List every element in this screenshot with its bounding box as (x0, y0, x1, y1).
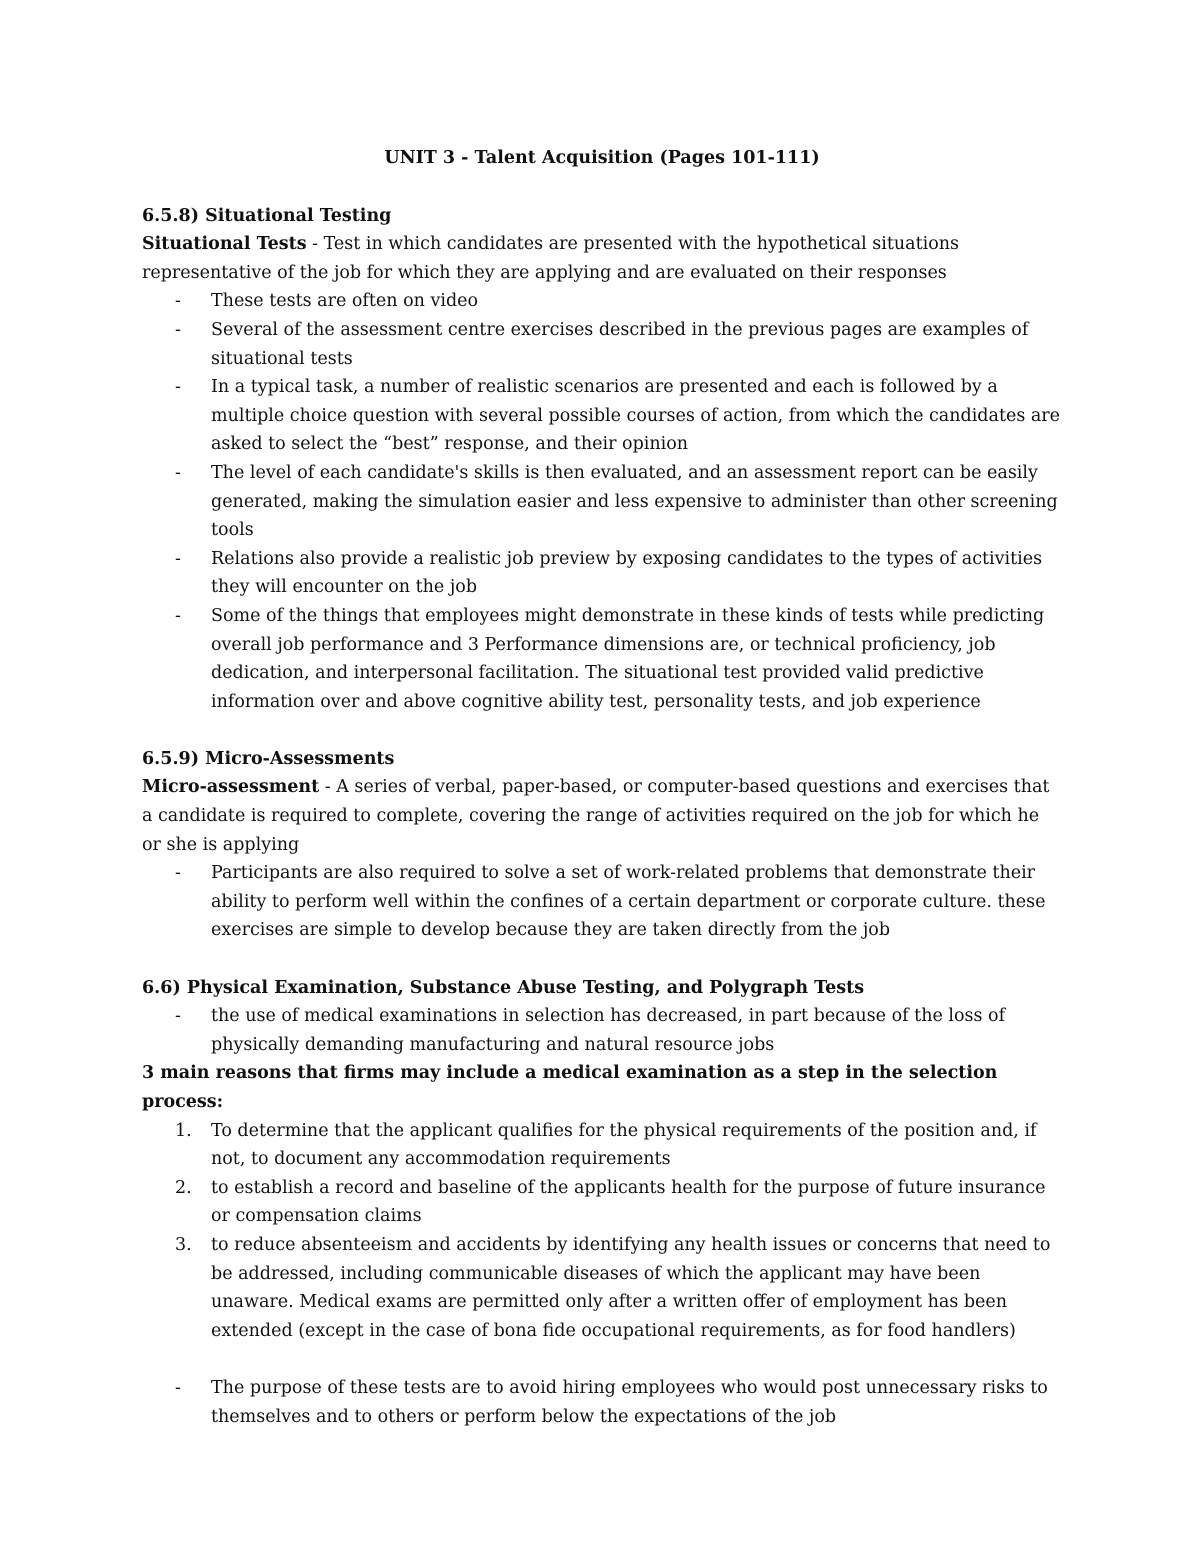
bullet-marker: - (175, 377, 181, 398)
list-item (142, 373, 1062, 459)
bullet-marker: - (175, 291, 181, 312)
list-item (142, 316, 1062, 373)
number-marker: 2. (175, 1177, 192, 1198)
bullet-marker: - (175, 462, 181, 483)
list-item-text: In a typical task, a number of realistic scenarios are presented and each is followed by a multiple choice question with several possible courses of action, from which the candidates are asked to select the “best” response, and their opinion (211, 377, 1061, 455)
list-item-text: Several of the assessment centre exercises described in the previous pages are examples of situational tests (211, 319, 1029, 369)
list-item-text: the use of medical examinations in selection has decreased, in part because of the loss of physically demanding manufacturing and natural resource jobs (211, 1006, 1006, 1055)
spacer (142, 945, 1062, 974)
section-micro-assessments (142, 745, 1062, 945)
list-item (142, 459, 1062, 545)
definition-term: Situational Tests (142, 234, 307, 255)
definition-term: Micro-assessment (142, 777, 320, 798)
section-heading: 6.6) Physical Examination, Substance Abuse Testing, and Polygraph Tests (142, 977, 865, 998)
list-item-text: The level of each candidate's skills is then evaluated, and an assessment report can be easily generated, making the simulation easier and less expensive to administer than other screening tools (211, 462, 1058, 541)
document-page (142, 144, 1062, 1431)
numbered-item-text: to establish a record and baseline of the applicants health for the purpose of future insurance or compensation claims (211, 1177, 1046, 1227)
section-heading: 6.5.8) Situational Testing (142, 205, 392, 226)
section-physical-examination (142, 974, 1062, 1432)
bullet-list (142, 1002, 1062, 1059)
list-item-text: The purpose of these tests are to avoid hiring employees who would post unnecessary risks to themselves and to others or perform below the expectations of the job (211, 1377, 1048, 1427)
numbered-list (142, 1117, 1062, 1346)
numbered-item (142, 1117, 1062, 1174)
bullet-marker: - (175, 548, 181, 569)
bullet-list (142, 287, 1062, 716)
list-item (142, 1374, 1062, 1431)
number-marker: 1. (175, 1120, 192, 1141)
list-item (142, 602, 1062, 716)
numbered-item-text: To determine that the applicant qualifies for the physical requirements of the position and, if not, to document any accommodation requirements (211, 1120, 1037, 1170)
definition-text: - A series of verbal, paper-based, or computer-based questions and exercises that a candidate is required to complete, covering the range of activities required on the job for which he or she is applying (142, 777, 1050, 855)
bullet-marker: - (175, 1377, 181, 1398)
list-item (142, 545, 1062, 602)
definition-paragraph (142, 773, 1062, 859)
numbered-item-text: to reduce absenteeism and accidents by identifying any health issues or concerns that need to be addressed, including communicable diseases of which the applicant may have been unaware. Medical exams are permitted only after a written offer of employment has been extended (except in the case of bona fide occupational requirements, as for food handlers) (211, 1234, 1051, 1341)
list-item-text: Some of the things that employees might demonstrate in these kinds of tests while predicting overall job performance and 3 Performance dimensions are, or technical proficiency, job dedication, and interpersonal facilitation. The situational test provided valid predictive information over and above cognitive ability test, personality tests, and job experience (211, 605, 1045, 712)
list-item-text: Relations also provide a realistic job preview by exposing candidates to the types of activities they will encounter on the job (211, 548, 1043, 598)
list-item (142, 859, 1062, 945)
spacer (142, 716, 1062, 745)
list-item (142, 1002, 1062, 1059)
bullet-list (142, 859, 1062, 945)
bullet-marker: - (175, 1006, 181, 1027)
definition-text: - Test in which candidates are presented with the hypothetical situations representative of the job for which they are applying and are evaluated on their responses (142, 234, 960, 283)
subheading: 3 main reasons that firms may include a medical examination as a step in the selection process: (142, 1063, 998, 1112)
bullet-marker: - (175, 319, 181, 340)
section-situational-testing (142, 202, 1062, 717)
bullet-marker: - (175, 605, 181, 626)
number-marker: 3. (175, 1234, 192, 1255)
definition-paragraph (142, 230, 1062, 287)
list-item (142, 287, 1062, 316)
list-item-text: These tests are often on video (211, 291, 479, 312)
spacer (142, 1345, 1062, 1374)
list-item-text: Participants are also required to solve a set of work-related problems that demonstrate their ability to perform well within the confines of a certain department or corporate culture. these exercises are simple to develop because they are taken directly from the job (211, 863, 1046, 941)
bullet-list (142, 1374, 1062, 1431)
section-heading: 6.5.9) Micro-Assessments (142, 748, 395, 769)
numbered-item (142, 1231, 1062, 1345)
document-title: UNIT 3 - Talent Acquisition (Pages 101-111) (384, 148, 820, 168)
bullet-marker: - (175, 863, 181, 884)
numbered-item (142, 1174, 1062, 1231)
